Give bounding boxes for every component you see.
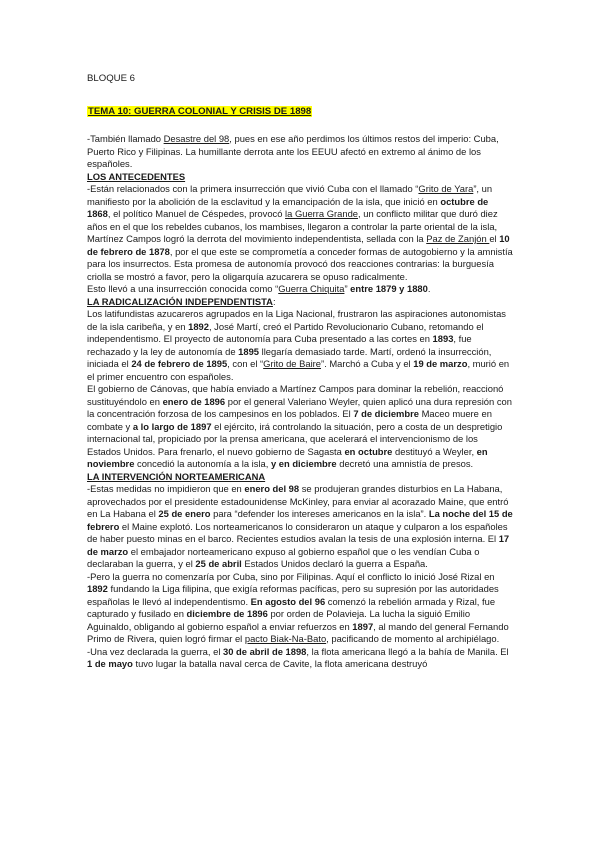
text-run: en noviembre <box>87 445 488 469</box>
text-run: , un conflicto militar que duró diez años en el que los rebeldes cubanos, los mambises, llegaron a controlar la parte oriental de la isla, Martínez Campos logró la derrota del movimiento independentista, sellada con la <box>87 208 498 244</box>
text-run: , José Martí, creó el Partido Revolucionario Cubano, retomando el independentismo. El proyecto de autonomía para Cuba presentado a las cortes en <box>87 320 484 344</box>
text-run: en octubre <box>344 445 393 457</box>
intervencion-paragraph-2 <box>87 571 514 646</box>
text-run: octubre de 1868 <box>87 195 489 219</box>
text-run: Maceo muere en combate y <box>87 408 492 432</box>
text-run: por orden de Polavieja. La lucha la siguió Emilio Aguinaldo, obligando al gobierno español a enviar refuerzos en <box>87 608 471 632</box>
text-run: , pues en ese año perdimos los últimos restos del imperio: Cuba, Puerto Rico y Filipinas. La humillante derrota ante los EEUU afectó en extremo al ánimo de los españoles. <box>87 133 499 169</box>
text-run: concedió la autonomía a la isla, <box>134 458 271 469</box>
antecedentes-paragraph-1 <box>87 183 514 283</box>
text-run: 24 de febrero de 1895 <box>131 358 228 369</box>
text-run: destituyó a Weyler, <box>392 445 477 457</box>
text-run: enero de 1896 <box>162 395 226 407</box>
text-run: 1 de mayo <box>87 658 133 669</box>
text-run: y en diciembre <box>270 458 337 469</box>
heading-radicalizacion-line <box>87 296 514 309</box>
text-run: pacto Biak-Na-Bato <box>244 633 327 644</box>
text-run: enero del 98 <box>244 483 300 494</box>
text-run: entre 1879 y 1880 <box>350 283 428 294</box>
text-run: 19 de marzo <box>413 358 468 369</box>
text-run: 1893 <box>432 333 454 344</box>
text-run: Los latifundistas azucareros agrupados en la Liga Nacional, frustraron las aspiraciones autonomistas de la isla caribeña, y en <box>87 308 506 332</box>
radicalizacion-paragraph-2 <box>87 383 514 471</box>
text-run: el Maine explotó. Los norteamericanos lo consideraron un ataque y culparon a los españoles de haber puesto minas en el barco. Recientes estudios avalan la tesis de una explosión interna. El <box>87 520 508 544</box>
text-run: 1892 <box>87 583 108 594</box>
text-run: El gobierno de Cánovas, que había enviado a Martínez Campos para dominar la rebelión, reaccionó sustituyéndolo en <box>87 383 504 407</box>
text-run: Estados Unidos declaró la guerra a España. <box>241 558 428 569</box>
text-run: , al mando del general Fernando Primo de Rivera, quien logró firmar el <box>87 620 509 644</box>
text-run: decretó una amnistía de presos. <box>336 458 474 469</box>
text-run: ”, un manifiesto por la abolición de la esclavitud y la emancipación de la isla, que inició en <box>87 183 493 207</box>
text-run: 25 de enero <box>158 508 211 519</box>
text-run: Guerra Chiquita <box>278 283 345 294</box>
text-run: Paz de Zanjón <box>426 233 490 244</box>
text-run: , con el “ <box>227 358 264 369</box>
text-run: -Están relacionados con la primera insurrección que vivió Cuba con el llamado “ <box>87 183 419 194</box>
text-run: fundando la Liga filipina, que exigía reformas pacíficas, pero su supresión por las autoridades españolas le llevó al independentismo. <box>87 583 499 607</box>
text-run: En agosto del 96 <box>250 595 326 607</box>
intervencion-paragraph-1 <box>87 483 514 571</box>
intro-paragraph <box>87 133 514 171</box>
text-run: 7 de diciembre <box>353 408 419 419</box>
text-run: se produjeran grandes disturbios en La Habana, aprovechados por el presidente estadounidense McKinley, para enviar al acorazado Maine, que entró en La Habana el <box>87 483 509 519</box>
text-run: 1897 <box>352 620 374 632</box>
bloque-label: BLOQUE 6 <box>87 73 135 84</box>
text-run: el <box>489 233 500 244</box>
heading-radicalizacion-colon: : <box>272 295 276 307</box>
text-run: -Pero la guerra no comenzaría por Cuba, sino por Filipinas. Aquí el conflicto lo inició José Rizal en <box>87 570 495 582</box>
text-run: a lo largo de 1897 <box>132 420 212 432</box>
text-run: el embajador norteamericano expuso al gobierno español que o les vendían Cuba o declaraban la guerra, y el <box>87 545 480 569</box>
intervencion-paragraph-3 <box>87 646 514 671</box>
heading-radicalizacion: LA RADICALIZACIÓN INDEPENDENTISTA <box>87 295 273 307</box>
text-run: 1892 <box>188 320 209 332</box>
radicalizacion-paragraph-1 <box>87 308 514 383</box>
text-run: , por el que este se comprometía a conceder formas de autogobierno y la amnistía para los insurrectos. Esta promesa de autonomía provocó dos reacciones contrarias: la burguesía criolla se mostró a favor, pero la oligarquía azucarera se opuso radicalmente. <box>87 245 513 282</box>
text-run: para “defender los intereses americanos en la isla”. <box>210 508 429 519</box>
text-run: Desastre del 98 <box>163 133 230 144</box>
text-run: la Guerra Grande <box>285 208 359 219</box>
text-run: llegaría demasiado tarde. Martí, ordenó la insurrección, iniciada el <box>87 345 492 369</box>
text-run: , fue rechazado y la ley de autonomía de <box>87 333 472 357</box>
text-run: Grito de Yara <box>418 183 474 194</box>
text-run: tuvo lugar la batalla naval cerca de Cavite, la flota americana destruyó <box>132 658 428 669</box>
text-run: -También llamado <box>87 133 164 144</box>
text-run: , la flota americana llegó a la bahía de Manila. El <box>306 645 509 657</box>
text-run: comenzó la rebelión armada y Rizal, fue capturado y fusilado en <box>87 595 496 619</box>
text-run: por el general Valeriano Weyler, quien aplicó una dura represión con la concentración forzosa de los campesinos en los poblados. El <box>87 395 512 419</box>
text-run: diciembre de 1896 <box>186 608 268 619</box>
topic-title: TEMA 10: GUERRA COLONIAL Y CRISIS DE 1898 <box>88 106 312 117</box>
text-run: 30 de abril de 1898 <box>223 645 307 657</box>
heading-antecedentes: LOS ANTECEDENTES <box>87 170 186 182</box>
text-run: el ejército, irá controlando la situación, pero a costa de un despretigio internacional tal, propiciado por la prensa americana, que acelerará el intervencionismo de los Estados Unidos. Para frenarlo, el nuevo gobierno de Sagasta <box>87 420 503 457</box>
antecedentes-paragraph-2 <box>87 283 514 296</box>
text-run: , murió en el primer encuentro con españoles. <box>87 358 510 382</box>
text-run: ” <box>344 283 351 294</box>
text-run: -Una vez declarada la guerra, el <box>87 645 224 657</box>
text-run: ”. Marchó a Cuba y el <box>321 358 414 369</box>
text-run: 17 de marzo <box>87 533 510 557</box>
text-run: 25 de abril <box>195 558 242 569</box>
text-run: . <box>427 283 431 294</box>
text-run: , pacificando de momento al archipiélago. <box>326 633 500 644</box>
heading-intervencion: LA INTERVENCIÓN NORTEAMERICANA <box>87 470 266 482</box>
text-run: -Estas medidas no impidieron que en <box>87 483 245 494</box>
text-run: Esto llevó a una insurrección conocida como “ <box>87 283 279 294</box>
text-run: , el político Manuel de Céspedes, provocó <box>107 208 286 219</box>
text-run: 10 de febrero de 1878 <box>87 233 510 257</box>
text-run: 1895 <box>238 345 259 357</box>
text-run: Grito de Baire <box>263 358 321 369</box>
text-run: La noche del 15 de febrero <box>87 508 513 532</box>
